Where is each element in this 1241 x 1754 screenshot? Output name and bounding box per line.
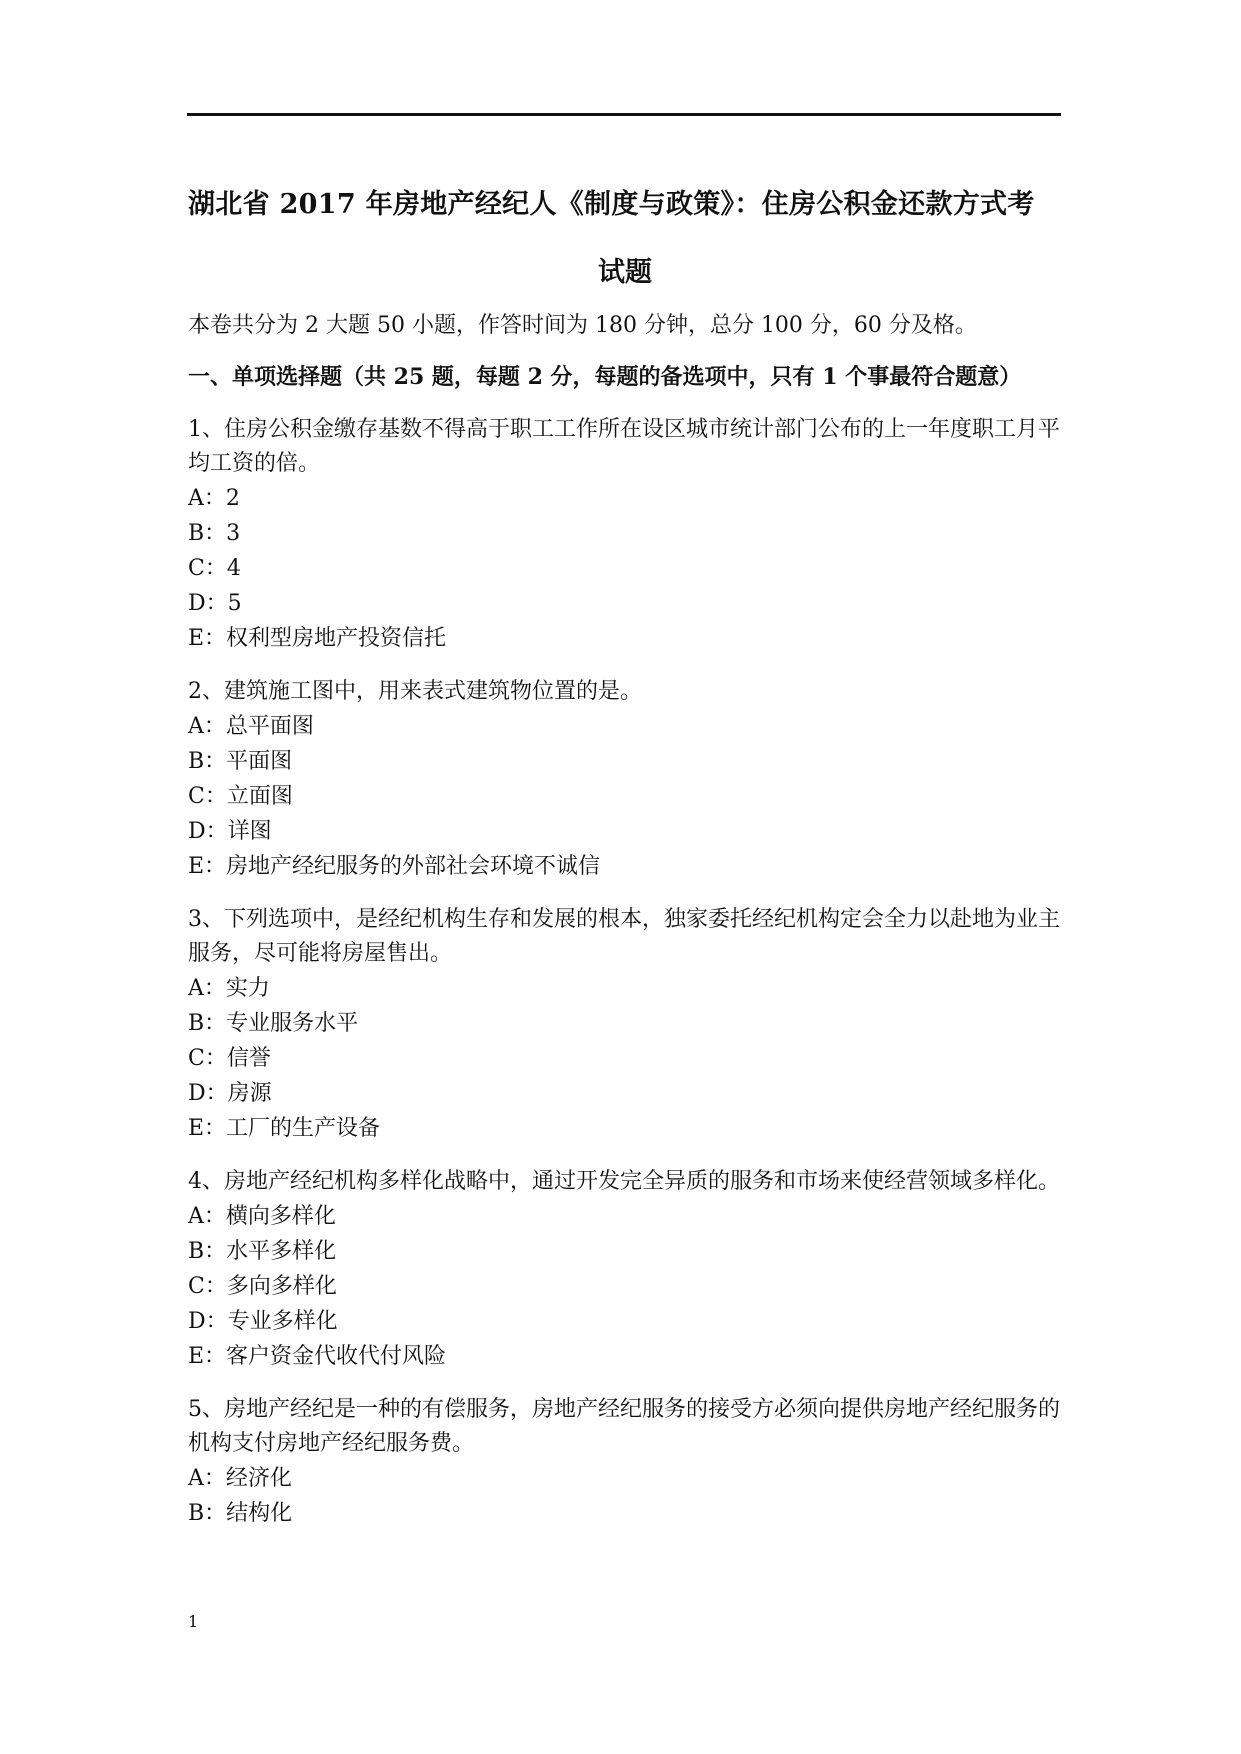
header-rule xyxy=(187,113,1061,116)
answer-option: A：总平面图 xyxy=(188,714,314,739)
document-title: 湖北省 2017 年房地产经纪人《制度与政策》：住房公积金还款方式考 xyxy=(188,189,1035,220)
question-item xyxy=(188,675,1062,884)
question-text: 1、住房公积金缴存基数不得高于职工工作所在设区城市统计部门公布的上一年度职工月平均工资的倍。 xyxy=(188,417,1061,476)
answer-option: E：权利型房地产投资信托 xyxy=(188,626,447,651)
answer-option: A：2 xyxy=(188,486,240,511)
page-number: 1 xyxy=(188,1612,199,1631)
answer-option: B：水平多样化 xyxy=(188,1239,337,1264)
answer-option: E：客户资金代收代付风险 xyxy=(188,1344,447,1369)
answer-option: B：专业服务水平 xyxy=(188,1011,359,1036)
document-body xyxy=(188,186,1062,1531)
answer-option: D：房源 xyxy=(188,1081,272,1106)
answer-option: C：多向多样化 xyxy=(188,1274,337,1299)
question-item xyxy=(188,1393,1062,1531)
answer-option: C：4 xyxy=(188,556,241,581)
answer-option: A：实力 xyxy=(188,976,270,1001)
answer-option: C：立面图 xyxy=(188,784,293,809)
document-title-continued: 试题 xyxy=(598,257,652,288)
question-list xyxy=(188,413,1062,1531)
question-text: 3、下列选项中，是经纪机构生存和发展的根本，独家委托经纪机构定会全力以赴地为业主服务，尽可能将房屋售出。 xyxy=(188,907,1061,966)
section-heading: 一、单项选择题（共 25 题，每题 2 分，每题的备选项中，只有 1 个事最符合题意） xyxy=(188,364,1022,390)
answer-option: B：平面图 xyxy=(188,749,293,774)
question-text: 5、房地产经纪是一种的有偿服务，房地产经纪服务的接受方必须向提供房地产经纪服务的机构支付房地产经纪服务费。 xyxy=(188,1397,1061,1456)
answer-option: C：信誉 xyxy=(188,1046,271,1071)
question-text: 4、房地产经纪机构多样化战略中，通过开发完全异质的服务和市场来使经营领域多样化。 xyxy=(188,1169,1061,1194)
question-text: 2、建筑施工图中，用来表式建筑物位置的是。 xyxy=(188,679,642,704)
question-item xyxy=(188,1165,1062,1374)
answer-option: D：专业多样化 xyxy=(188,1309,338,1334)
question-item xyxy=(188,413,1062,656)
answer-option: D：详图 xyxy=(188,819,272,844)
answer-option: B：结构化 xyxy=(188,1501,293,1526)
answer-option: A：经济化 xyxy=(188,1466,292,1491)
exam-instructions: 本卷共分为 2 大题 50 小题，作答时间为 180 分钟，总分 100 分，60 分及格。 xyxy=(188,313,977,338)
answer-option: D：5 xyxy=(188,591,242,616)
answer-option: B：3 xyxy=(188,521,241,546)
answer-option: A：横向多样化 xyxy=(188,1204,336,1229)
answer-option: E：房地产经纪服务的外部社会环境不诚信 xyxy=(188,854,601,879)
question-item xyxy=(188,903,1062,1146)
answer-option: E：工厂的生产设备 xyxy=(188,1116,381,1141)
